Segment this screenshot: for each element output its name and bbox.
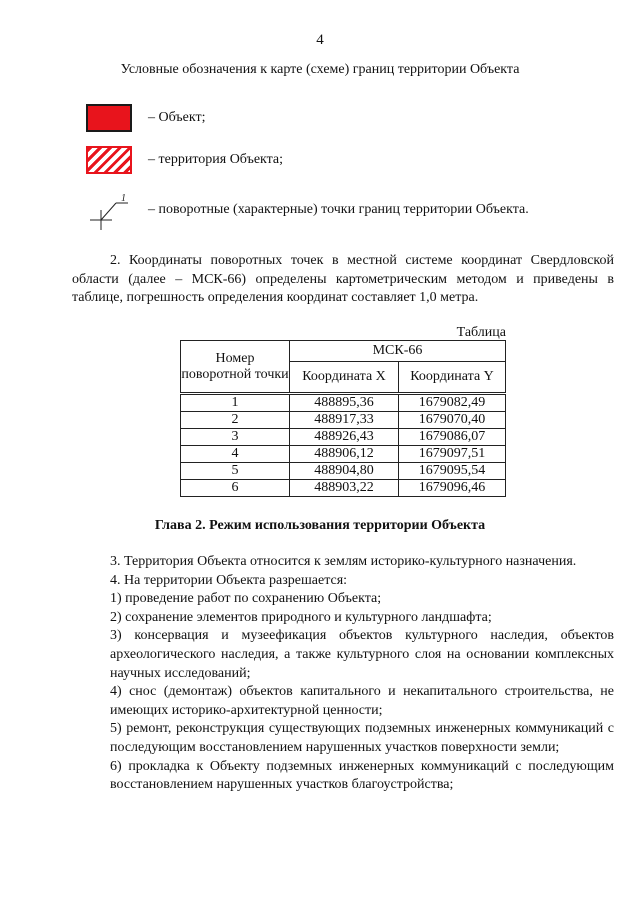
- table-row: [181, 480, 506, 497]
- point-number: 6: [181, 480, 290, 497]
- turning-point-icon: [86, 194, 132, 234]
- list-item: 3) консервация и музеефикация объектов культурного наследия, объектов археологического наследия, а также культурного слоя на основании комплексных научных исследований;: [110, 628, 614, 681]
- chapter-title: Глава 2. Режим использования территории Объекта: [154, 518, 486, 533]
- coordinates-table: [180, 340, 506, 497]
- coord-x: 488906,12: [290, 446, 399, 463]
- coord-x: 488917,33: [290, 412, 399, 429]
- list-item: 4) снос (демонтаж) объектов капитального и некапитального строительства, не имеющих историко-архитектурной ценности;: [110, 684, 614, 718]
- list-item: 5) ремонт, реконструкция существующих подземных инженерных коммуникаций с последующим восстановлением нарушенных участков поверхности земли;: [110, 721, 614, 755]
- legend-label: – территория Объекта;: [148, 152, 284, 167]
- point-number: 1: [181, 394, 290, 412]
- point-number: 5: [181, 463, 290, 480]
- point-number: 4: [181, 446, 290, 463]
- object-symbol-icon: [86, 104, 132, 132]
- header-x: Координата X: [290, 362, 399, 394]
- header-point-number: Номер поворотной точки: [181, 341, 290, 394]
- list-item: 2) сохранение элементов природного и культурного ландшафта;: [110, 609, 492, 625]
- point-number-label: 1: [121, 194, 126, 204]
- coord-y: 1679070,40: [399, 412, 506, 429]
- table-caption: Таблица: [456, 325, 506, 340]
- table-row: [181, 429, 506, 446]
- coord-y: 1679086,07: [399, 429, 506, 446]
- point-number: 2: [181, 412, 290, 429]
- coord-x: 488904,80: [290, 463, 399, 480]
- coord-x: 488903,22: [290, 480, 399, 497]
- header-y: Координата Y: [399, 362, 506, 394]
- coord-x: 488926,43: [290, 429, 399, 446]
- table-row: [181, 394, 506, 412]
- coord-y: 1679096,46: [399, 480, 506, 497]
- list-item: 6) прокладка к Объекту подземных инженерных коммуникаций с последующим восстановлением нарушенных участков благоустройства;: [110, 758, 614, 793]
- header-coordinate-system: МСК-66: [290, 341, 506, 362]
- legend-label: – Объект;: [148, 110, 206, 125]
- legend-label: – поворотные (характерные) точки границ территории Объекта.: [148, 202, 529, 217]
- page-number: 4: [316, 32, 324, 48]
- paragraph-2: 2. Координаты поворотных точек в местной системе координат Свердловской области (далее – МСК-66) определены картометрическим методом и приведены в таблице, погрешность определения координат составляет 1,0 метра.: [72, 253, 614, 306]
- coord-y: 1679097,51: [399, 446, 506, 463]
- coord-x: 488895,36: [290, 394, 399, 412]
- table-row: [181, 412, 506, 429]
- table-row: [181, 463, 506, 480]
- coord-y: 1679095,54: [399, 463, 506, 480]
- paragraph-3: 3. Территория Объекта относится к землям историко-культурного назначения.: [110, 554, 577, 569]
- legend-title: Условные обозначения к карте (схеме) границ территории Объекта: [120, 62, 520, 77]
- table-row: [181, 446, 506, 463]
- coord-y: 1679082,49: [399, 394, 506, 412]
- point-number: 3: [181, 429, 290, 446]
- territory-hatch-icon: [86, 146, 132, 174]
- chapter-body: [72, 553, 614, 795]
- paragraph-4: 4. На территории Объекта разрешается:: [110, 572, 348, 588]
- list-item: 1) проведение работ по сохранению Объекта;: [110, 591, 382, 607]
